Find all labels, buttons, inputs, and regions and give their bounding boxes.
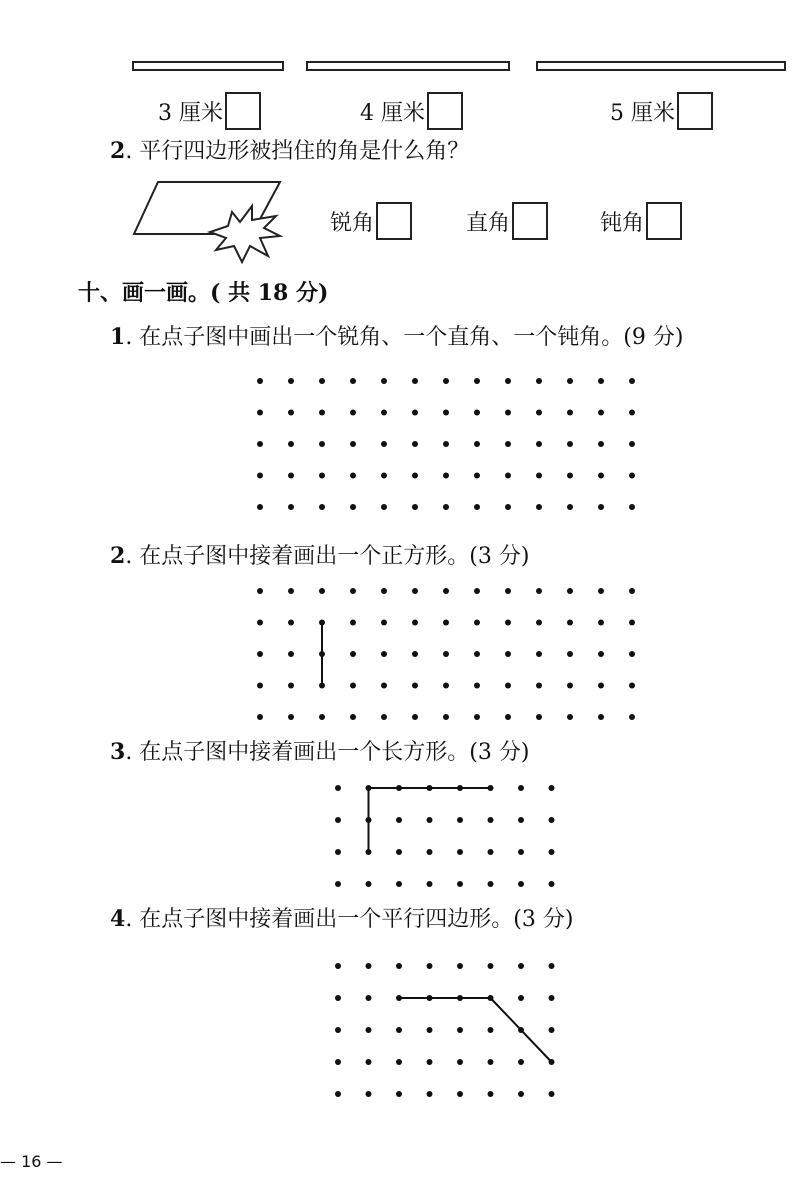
grid-dot[interactable] bbox=[443, 651, 449, 657]
grid-dot[interactable] bbox=[518, 1059, 524, 1065]
dot-grid-3[interactable] bbox=[327, 776, 567, 896]
grid-dot[interactable] bbox=[427, 849, 433, 855]
grid-dot[interactable] bbox=[629, 714, 635, 720]
grid-dot[interactable] bbox=[288, 714, 294, 720]
grid-dot[interactable] bbox=[567, 378, 573, 384]
grid-dot[interactable] bbox=[505, 588, 511, 594]
grid-dot[interactable] bbox=[319, 504, 325, 510]
grid-dot[interactable] bbox=[319, 683, 325, 689]
grid-dot[interactable] bbox=[396, 963, 402, 969]
grid-dot[interactable] bbox=[567, 441, 573, 447]
grid-dot[interactable] bbox=[629, 620, 635, 626]
question-1 bbox=[110, 322, 683, 353]
grid-dot[interactable] bbox=[505, 714, 511, 720]
grid-dot[interactable] bbox=[335, 1027, 341, 1033]
grid-dot[interactable] bbox=[319, 441, 325, 447]
grid-dot[interactable] bbox=[488, 881, 494, 887]
grid-dot[interactable] bbox=[319, 473, 325, 479]
dot-grid-1[interactable] bbox=[248, 370, 648, 520]
grid-dot[interactable] bbox=[629, 441, 635, 447]
question-number: 3 bbox=[110, 739, 126, 765]
grid-dot[interactable] bbox=[567, 473, 573, 479]
grid-dot[interactable] bbox=[629, 504, 635, 510]
grid-dot[interactable] bbox=[288, 620, 294, 626]
grid-dot[interactable] bbox=[381, 504, 387, 510]
grid-dot[interactable] bbox=[457, 881, 463, 887]
grid-dot[interactable] bbox=[396, 849, 402, 855]
grid-dot[interactable] bbox=[412, 441, 418, 447]
length-option-4cm bbox=[360, 92, 463, 130]
grid-dot[interactable] bbox=[457, 785, 463, 791]
answer-box[interactable] bbox=[376, 202, 412, 240]
grid-dot[interactable] bbox=[288, 651, 294, 657]
grid-dot[interactable] bbox=[598, 683, 604, 689]
grid-dot[interactable] bbox=[288, 473, 294, 479]
grid-dot[interactable] bbox=[257, 683, 263, 689]
grid-dot[interactable] bbox=[567, 588, 573, 594]
grid-dot[interactable] bbox=[567, 683, 573, 689]
grid-dot[interactable] bbox=[505, 620, 511, 626]
grid-dot[interactable] bbox=[518, 1027, 524, 1033]
grid-dot[interactable] bbox=[443, 714, 449, 720]
answer-box[interactable] bbox=[512, 202, 548, 240]
grid-dot[interactable] bbox=[488, 995, 494, 1001]
grid-dot[interactable] bbox=[505, 504, 511, 510]
grid-dot[interactable] bbox=[350, 620, 356, 626]
grid-dot[interactable] bbox=[350, 683, 356, 689]
grid-dot[interactable] bbox=[567, 410, 573, 416]
grid-dot[interactable] bbox=[567, 714, 573, 720]
grid-dot[interactable] bbox=[536, 473, 542, 479]
grid-dot[interactable] bbox=[598, 588, 604, 594]
grid-dot[interactable] bbox=[549, 849, 555, 855]
grid-dot[interactable] bbox=[412, 410, 418, 416]
grid-dot[interactable] bbox=[396, 785, 402, 791]
grid-dot[interactable] bbox=[412, 504, 418, 510]
grid-dot[interactable] bbox=[536, 410, 542, 416]
grid-dot[interactable] bbox=[505, 441, 511, 447]
grid-dot[interactable] bbox=[319, 620, 325, 626]
grid-dot[interactable] bbox=[629, 378, 635, 384]
option-acute bbox=[330, 202, 412, 240]
grid-dot[interactable] bbox=[366, 785, 372, 791]
grid-dot[interactable] bbox=[518, 1091, 524, 1097]
grid-dot[interactable] bbox=[366, 849, 372, 855]
length-bar-5cm bbox=[536, 61, 786, 71]
answer-box[interactable] bbox=[677, 92, 713, 130]
grid-dot[interactable] bbox=[505, 651, 511, 657]
grid-dot[interactable] bbox=[488, 817, 494, 823]
grid-dot[interactable] bbox=[381, 620, 387, 626]
grid-dot[interactable] bbox=[396, 995, 402, 1001]
grid-dot[interactable] bbox=[457, 1091, 463, 1097]
grid-dot[interactable] bbox=[257, 714, 263, 720]
grid-dot[interactable] bbox=[536, 378, 542, 384]
grid-dot[interactable] bbox=[350, 714, 356, 720]
question-text: . 在点子图中接着画出一个正方形。(3 分) bbox=[125, 544, 530, 569]
option-right bbox=[466, 202, 548, 240]
dot-grid-4[interactable] bbox=[327, 955, 567, 1105]
option-label: 直角 bbox=[466, 210, 511, 236]
grid-dot[interactable] bbox=[366, 963, 372, 969]
parallelogram-figure bbox=[130, 176, 290, 266]
dot-grid-2[interactable] bbox=[248, 580, 648, 730]
grid-dot[interactable] bbox=[335, 849, 341, 855]
grid-dot[interactable] bbox=[549, 963, 555, 969]
grid-dot[interactable] bbox=[257, 620, 263, 626]
grid-dot[interactable] bbox=[598, 651, 604, 657]
grid-dot[interactable] bbox=[549, 1091, 555, 1097]
grid-dot[interactable] bbox=[366, 995, 372, 1001]
grid-dot[interactable] bbox=[457, 849, 463, 855]
question-text: . 在点子图中接着画出一个平行四边形。(3 分) bbox=[125, 907, 574, 932]
grid-dot[interactable] bbox=[412, 473, 418, 479]
option-obtuse bbox=[600, 202, 682, 240]
length-label: 4 厘米 bbox=[360, 100, 425, 126]
question-number: 4 bbox=[110, 906, 126, 932]
section-title: 十、画一画。( 共 18 分) bbox=[78, 280, 329, 306]
grid-dot[interactable] bbox=[443, 620, 449, 626]
grid-dot[interactable] bbox=[518, 881, 524, 887]
grid-dot[interactable] bbox=[443, 588, 449, 594]
grid-dot[interactable] bbox=[474, 714, 480, 720]
grid-dot[interactable] bbox=[443, 378, 449, 384]
grid-dot[interactable] bbox=[567, 504, 573, 510]
grid-dot[interactable] bbox=[412, 651, 418, 657]
grid-dot[interactable] bbox=[288, 378, 294, 384]
grid-dot[interactable] bbox=[536, 651, 542, 657]
grid-dot[interactable] bbox=[366, 1091, 372, 1097]
grid-dot[interactable] bbox=[457, 817, 463, 823]
grid-dot[interactable] bbox=[366, 881, 372, 887]
grid-dot[interactable] bbox=[335, 995, 341, 1001]
grid-dot[interactable] bbox=[518, 849, 524, 855]
grid-dot[interactable] bbox=[257, 651, 263, 657]
length-bar-4cm bbox=[306, 61, 510, 71]
grid-dot[interactable] bbox=[488, 785, 494, 791]
grid-dot[interactable] bbox=[629, 410, 635, 416]
length-label: 3 厘米 bbox=[158, 100, 223, 126]
question-2 bbox=[110, 541, 529, 572]
grid-dot[interactable] bbox=[396, 817, 402, 823]
grid-dot[interactable] bbox=[443, 441, 449, 447]
question-text: . 平行四边形被挡住的角是什么角？ bbox=[125, 139, 470, 164]
grid-dot[interactable] bbox=[381, 441, 387, 447]
grid-dot[interactable] bbox=[288, 683, 294, 689]
grid-dot[interactable] bbox=[427, 785, 433, 791]
grid-dot[interactable] bbox=[427, 963, 433, 969]
grid-dot[interactable] bbox=[567, 620, 573, 626]
answer-box[interactable] bbox=[427, 92, 463, 130]
grid-dot[interactable] bbox=[412, 378, 418, 384]
grid-dot[interactable] bbox=[366, 817, 372, 823]
grid-dot[interactable] bbox=[396, 1059, 402, 1065]
grid-dot[interactable] bbox=[598, 620, 604, 626]
grid-dot[interactable] bbox=[474, 504, 480, 510]
grid-dot[interactable] bbox=[598, 441, 604, 447]
grid-dot[interactable] bbox=[288, 410, 294, 416]
question-text: . 在点子图中接着画出一个长方形。(3 分) bbox=[125, 740, 530, 765]
grid-dot[interactable] bbox=[381, 714, 387, 720]
grid-dot[interactable] bbox=[319, 651, 325, 657]
grid-dot[interactable] bbox=[366, 1059, 372, 1065]
answer-box[interactable] bbox=[646, 202, 682, 240]
grid-dot[interactable] bbox=[457, 963, 463, 969]
grid-dot[interactable] bbox=[335, 785, 341, 791]
grid-dot[interactable] bbox=[319, 714, 325, 720]
grid-dot[interactable] bbox=[335, 1059, 341, 1065]
grid-dot[interactable] bbox=[549, 785, 555, 791]
grid-dot[interactable] bbox=[412, 714, 418, 720]
grid-dot[interactable] bbox=[257, 473, 263, 479]
grid-dot[interactable] bbox=[518, 785, 524, 791]
grid-dot[interactable] bbox=[335, 963, 341, 969]
question-number: 2 bbox=[110, 543, 126, 569]
grid-dot[interactable] bbox=[536, 620, 542, 626]
length-option-5cm bbox=[610, 92, 713, 130]
grid-dot[interactable] bbox=[257, 378, 263, 384]
grid-dot[interactable] bbox=[335, 881, 341, 887]
option-label: 钝角 bbox=[600, 210, 645, 236]
grid-dot[interactable] bbox=[427, 1091, 433, 1097]
grid-dot[interactable] bbox=[350, 410, 356, 416]
grid-dot[interactable] bbox=[536, 588, 542, 594]
grid-dot[interactable] bbox=[488, 1091, 494, 1097]
grid-dot[interactable] bbox=[257, 588, 263, 594]
grid-dot[interactable] bbox=[257, 441, 263, 447]
grid-dot[interactable] bbox=[598, 410, 604, 416]
grid-dot[interactable] bbox=[396, 1091, 402, 1097]
grid-dot[interactable] bbox=[381, 651, 387, 657]
question-4 bbox=[110, 904, 573, 935]
grid-dot[interactable] bbox=[412, 683, 418, 689]
grid-dot[interactable] bbox=[629, 588, 635, 594]
page-number: — 16 — bbox=[0, 1152, 63, 1171]
grid-dot[interactable] bbox=[474, 441, 480, 447]
question-number: 2 bbox=[110, 138, 126, 164]
grid-dot[interactable] bbox=[443, 473, 449, 479]
grid-dot[interactable] bbox=[629, 473, 635, 479]
grid-dot[interactable] bbox=[567, 651, 573, 657]
grid-dot[interactable] bbox=[288, 504, 294, 510]
grid-dot[interactable] bbox=[288, 441, 294, 447]
grid-dot[interactable] bbox=[443, 504, 449, 510]
grid-dot[interactable] bbox=[549, 995, 555, 1001]
grid-dot[interactable] bbox=[427, 1027, 433, 1033]
grid-dot[interactable] bbox=[366, 1027, 372, 1033]
grid-dot[interactable] bbox=[350, 473, 356, 479]
grid-dot[interactable] bbox=[350, 441, 356, 447]
grid-dot[interactable] bbox=[518, 963, 524, 969]
grid-dot[interactable] bbox=[319, 588, 325, 594]
grid-dot[interactable] bbox=[319, 410, 325, 416]
grid-dot[interactable] bbox=[488, 963, 494, 969]
grid-dot[interactable] bbox=[518, 817, 524, 823]
star-burst-icon bbox=[210, 206, 280, 262]
grid-dot[interactable] bbox=[505, 378, 511, 384]
grid-dot[interactable] bbox=[427, 995, 433, 1001]
grid-dot[interactable] bbox=[474, 410, 480, 416]
grid-dot[interactable] bbox=[488, 1027, 494, 1033]
grid-dot[interactable] bbox=[629, 683, 635, 689]
grid-dot[interactable] bbox=[474, 473, 480, 479]
grid-dot[interactable] bbox=[549, 1059, 555, 1065]
grid-dot[interactable] bbox=[412, 620, 418, 626]
grid-dot[interactable] bbox=[549, 881, 555, 887]
grid-dot[interactable] bbox=[427, 1059, 433, 1065]
grid-dot[interactable] bbox=[549, 1027, 555, 1033]
grid-dot[interactable] bbox=[518, 995, 524, 1001]
grid-dot[interactable] bbox=[396, 1027, 402, 1033]
grid-dot[interactable] bbox=[457, 1059, 463, 1065]
length-bar-3cm bbox=[132, 61, 284, 71]
grid-dot[interactable] bbox=[474, 620, 480, 626]
grid-dot[interactable] bbox=[381, 410, 387, 416]
grid-dot[interactable] bbox=[598, 714, 604, 720]
grid-dot[interactable] bbox=[257, 410, 263, 416]
grid-dot[interactable] bbox=[474, 683, 480, 689]
option-label: 锐角 bbox=[330, 210, 375, 236]
grid-dot[interactable] bbox=[381, 683, 387, 689]
grid-dot[interactable] bbox=[536, 504, 542, 510]
grid-dot[interactable] bbox=[381, 588, 387, 594]
question-parallelogram bbox=[110, 136, 469, 167]
question-3 bbox=[110, 737, 529, 768]
grid-dot[interactable] bbox=[319, 378, 325, 384]
grid-dot[interactable] bbox=[443, 410, 449, 416]
grid-dot[interactable] bbox=[536, 441, 542, 447]
grid-dot[interactable] bbox=[381, 378, 387, 384]
grid-dot[interactable] bbox=[629, 651, 635, 657]
grid-dot[interactable] bbox=[549, 817, 555, 823]
grid-dot[interactable] bbox=[488, 849, 494, 855]
grid-dot[interactable] bbox=[598, 504, 604, 510]
grid-dot[interactable] bbox=[536, 714, 542, 720]
grid-dot[interactable] bbox=[443, 683, 449, 689]
grid-dot[interactable] bbox=[350, 378, 356, 384]
grid-dot[interactable] bbox=[350, 588, 356, 594]
grid-dot[interactable] bbox=[288, 588, 294, 594]
grid-dot[interactable] bbox=[457, 1027, 463, 1033]
answer-box[interactable] bbox=[225, 92, 261, 130]
grid-dot[interactable] bbox=[505, 473, 511, 479]
grid-dot[interactable] bbox=[474, 588, 480, 594]
question-number: 1 bbox=[110, 324, 126, 350]
grid-dot[interactable] bbox=[335, 817, 341, 823]
grid-dot[interactable] bbox=[488, 1059, 494, 1065]
length-label: 5 厘米 bbox=[610, 100, 675, 126]
grid-dot[interactable] bbox=[536, 683, 542, 689]
grid-dot[interactable] bbox=[350, 504, 356, 510]
grid-dot[interactable] bbox=[396, 881, 402, 887]
grid-dot[interactable] bbox=[350, 651, 356, 657]
grid-dot[interactable] bbox=[474, 651, 480, 657]
grid-dot[interactable] bbox=[412, 588, 418, 594]
grid-dot[interactable] bbox=[427, 881, 433, 887]
grid-dot[interactable] bbox=[598, 378, 604, 384]
question-text: . 在点子图中画出一个锐角、一个直角、一个钝角。(9 分) bbox=[125, 325, 684, 350]
grid-dot[interactable] bbox=[257, 504, 263, 510]
grid-dot[interactable] bbox=[457, 995, 463, 1001]
length-option-3cm bbox=[158, 92, 261, 130]
grid-dot[interactable] bbox=[505, 410, 511, 416]
grid-dot[interactable] bbox=[335, 1091, 341, 1097]
grid-dot[interactable] bbox=[474, 378, 480, 384]
grid-dot[interactable] bbox=[598, 473, 604, 479]
grid-dot[interactable] bbox=[505, 683, 511, 689]
grid-dot[interactable] bbox=[381, 473, 387, 479]
grid-dot[interactable] bbox=[427, 817, 433, 823]
